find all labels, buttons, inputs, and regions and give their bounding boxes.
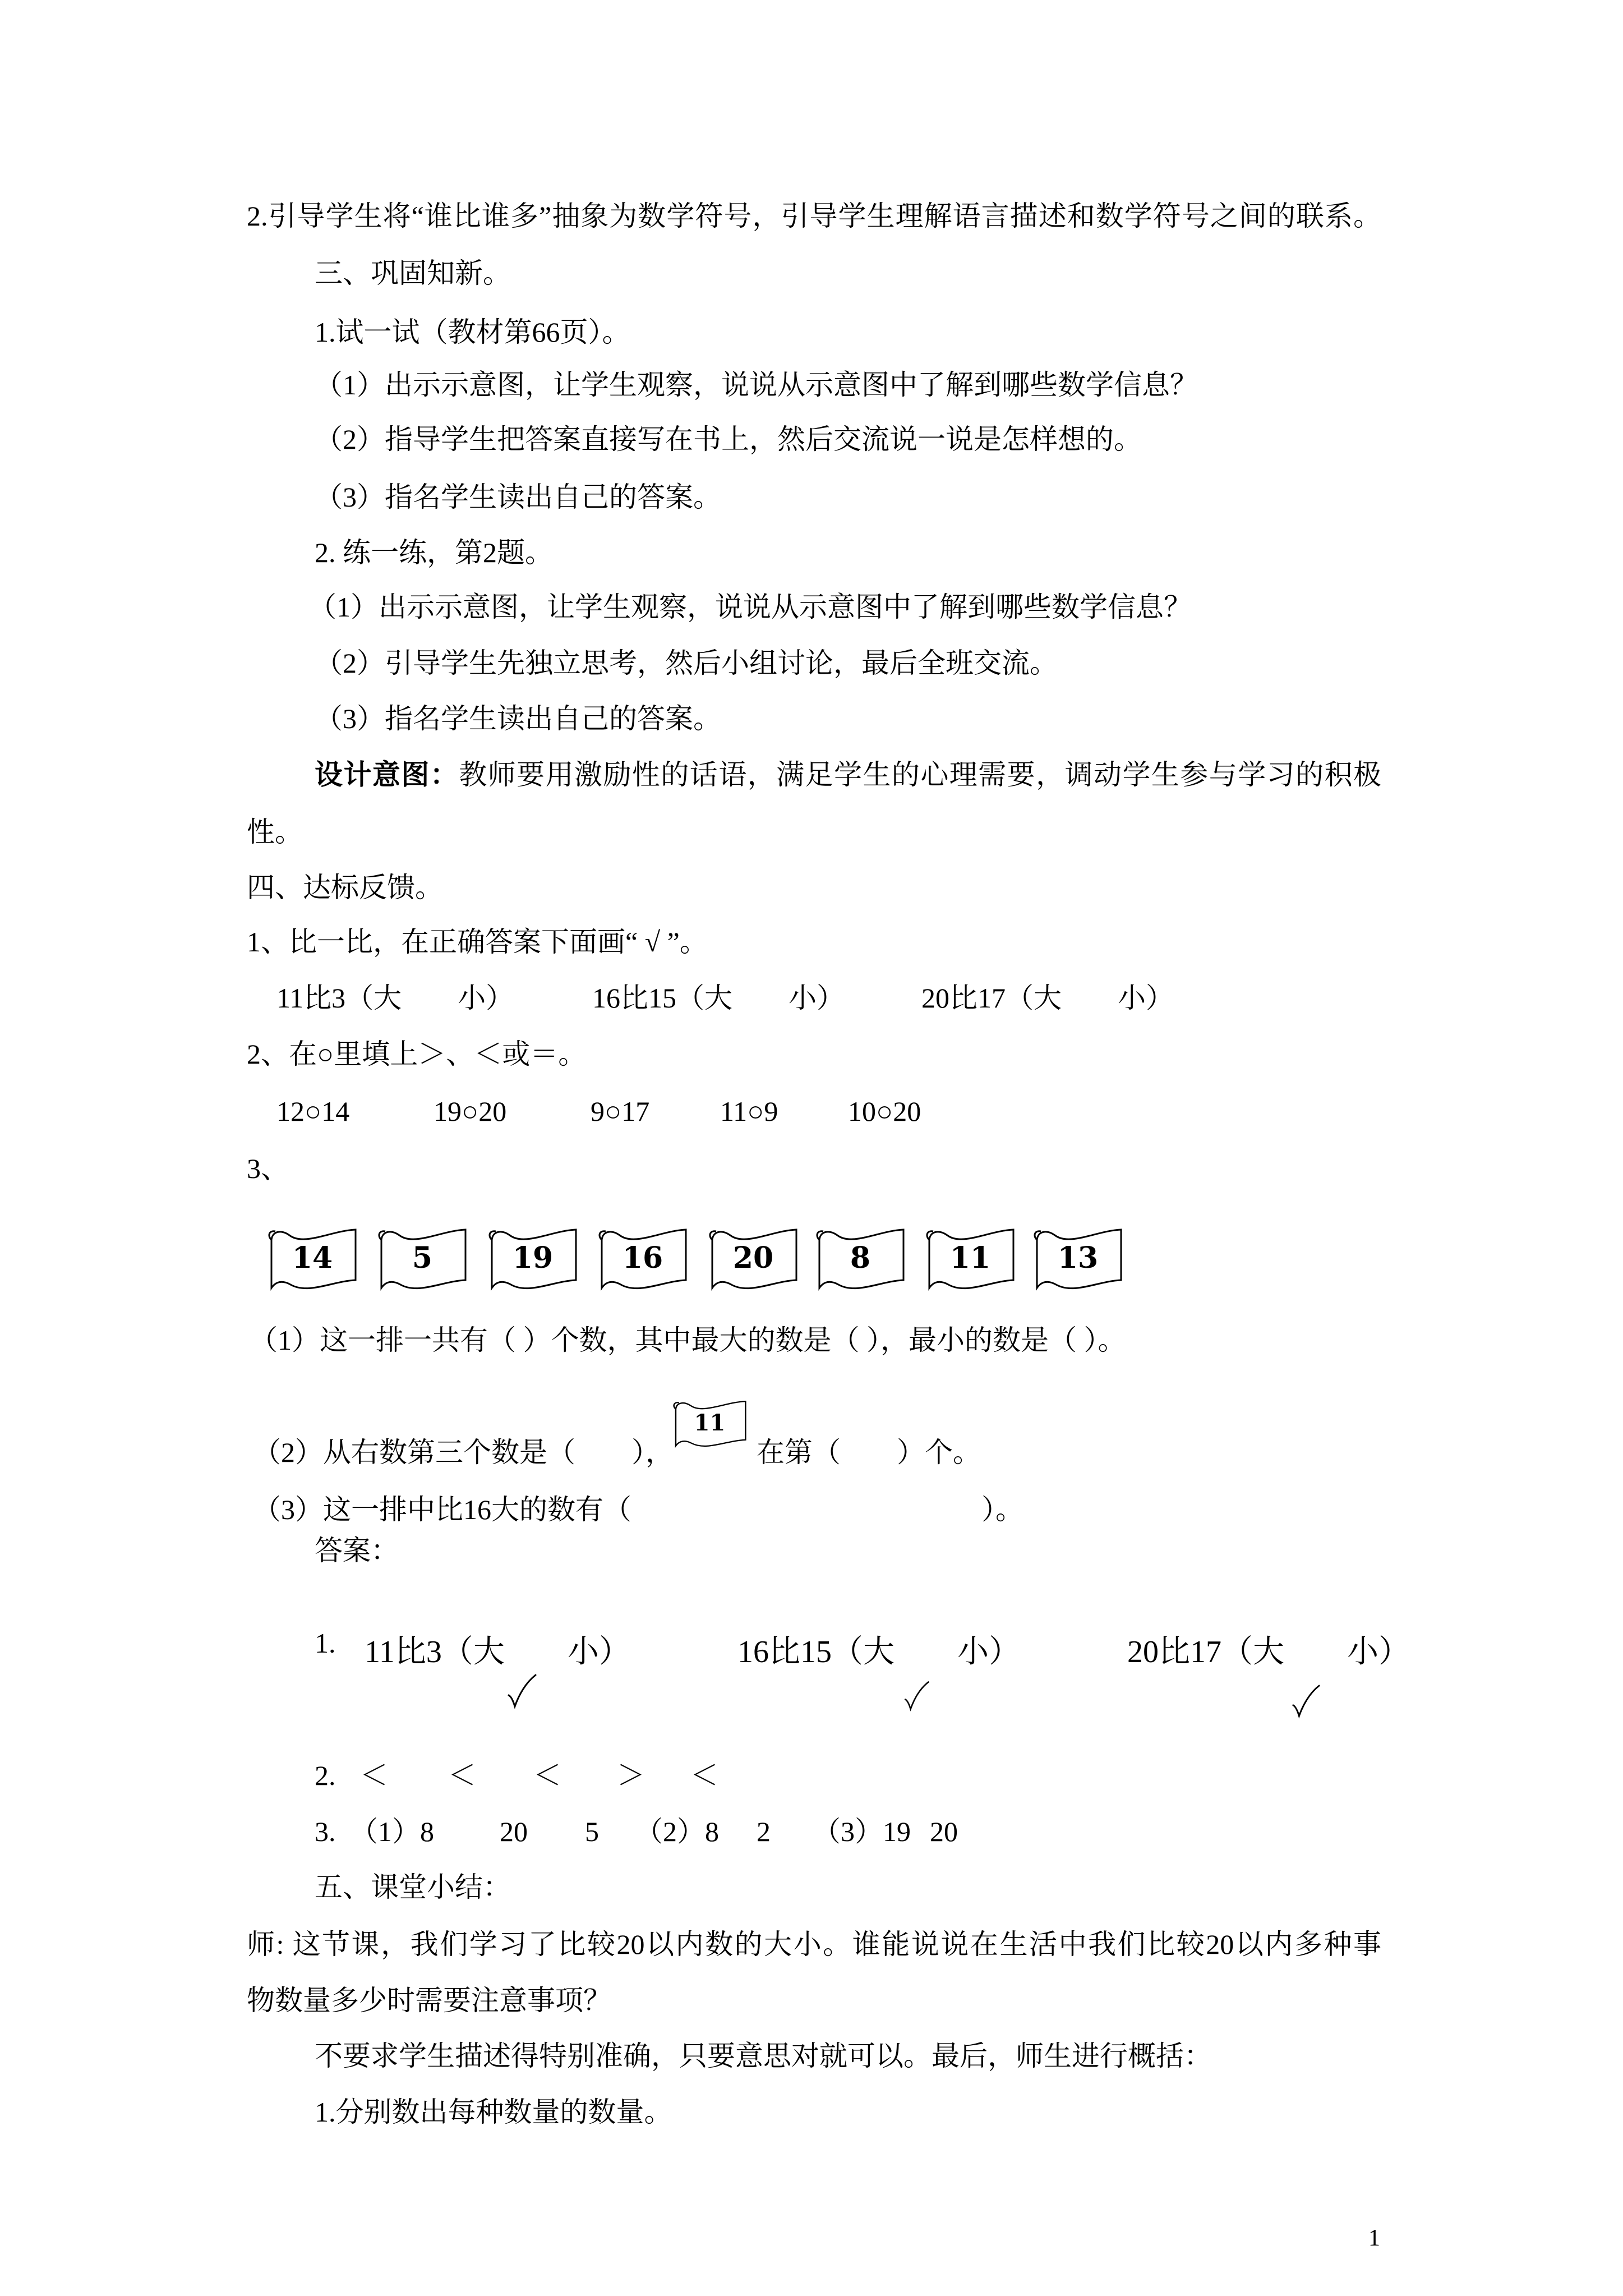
practice-step: （1）出示示意图，让学生观察，说说从示意图中了解到哪些数学信息？: [308, 591, 1192, 623]
answer1-item: 11比3（大 小）: [365, 1635, 630, 1669]
answer1-items: [0, 1634, 1623, 1670]
q3-sub2: [0, 1435, 1623, 1469]
flag-number: 11: [694, 1410, 726, 1436]
q2-item: 9○17: [591, 1096, 650, 1127]
number-flag: [923, 1223, 1018, 1294]
q2-prompt: 2、在○里填上＞、＜或＝。: [247, 1038, 587, 1070]
flag-number: 13: [1057, 1241, 1099, 1275]
answer3-part: 20: [930, 1816, 958, 1847]
q3-label: 3、: [247, 1153, 289, 1184]
practice-step: （3）指名学生读出自己的答案。: [315, 703, 721, 734]
q2-item: 12○14: [276, 1096, 350, 1127]
answer3-number: 3.: [315, 1816, 336, 1847]
checkmark-icon: [505, 1673, 538, 1709]
q1-item: 16比15（大 小）: [592, 982, 845, 1014]
section4-heading: 四、达标反馈。: [247, 872, 443, 903]
q3-sub3-before: （3）这一排中比16大的数有（: [253, 1494, 631, 1525]
q2-item: 10○20: [848, 1096, 921, 1127]
summary-point: 1.分别数出每种数量的数量。: [315, 2096, 672, 2128]
answer3-part: （2）8: [635, 1816, 719, 1847]
q1-item: 20比17（大 小）: [921, 982, 1174, 1014]
number-flag: [813, 1223, 908, 1294]
practice-title: 2. 练一练，第2题。: [315, 537, 553, 568]
number-flag: [1030, 1223, 1126, 1294]
answer2-symbol: ＜: [533, 1760, 561, 1791]
answer2-symbol: ＜: [690, 1760, 718, 1791]
answer3-part: 20: [500, 1816, 528, 1847]
summary-note: 不要求学生描述得特别准确，只要意思对就可以。最后，师生进行概括：: [315, 2040, 1212, 2072]
try-it-step: （2）指导学生把答案直接写在书上，然后交流说一说是怎样想的。: [315, 424, 1142, 455]
q2-item: 19○20: [434, 1096, 507, 1127]
design-intent-text: 教师要用激励性的话语，满足学生的心理需要，调动学生参与学习的积极: [459, 759, 1381, 790]
flag-number: 14: [292, 1241, 333, 1275]
flag-number: 8: [850, 1241, 871, 1275]
section3-heading: 三、巩固知新。: [315, 257, 511, 289]
design-intent-label: 设计意图：: [315, 759, 459, 790]
flag-number: 19: [512, 1241, 554, 1275]
answer1-item: 20比17（大 小）: [1127, 1635, 1410, 1669]
guide-line: 2.引导学生将“谁比谁多”抽象为数学符号，引导学生理解语言描述和数学符号之间的联系。: [247, 200, 1381, 232]
checkmark-icon: [902, 1680, 930, 1711]
flag-number: 20: [732, 1241, 774, 1275]
q3-sub1: （1）这一排一共有（ ）个数，其中最大的数是（ ），最小的数是（ ）。: [250, 1324, 1126, 1356]
answer2-symbol: ＞: [617, 1760, 645, 1791]
answers-label: 答案：: [315, 1535, 399, 1566]
try-it-title: 1.试一试（教材第66页）。: [315, 316, 630, 348]
q3-sub2-after: 在第（ ）个。: [757, 1437, 981, 1468]
q2-items: [0, 1094, 1623, 1128]
answer1-item: 16比15（大 小）: [737, 1635, 1020, 1669]
teacher-line: 师: 这节课，我们学习了比较20以内数的大小。谁能说说在生活中我们比较20以内多种事: [247, 1929, 1381, 1960]
number-flag: [706, 1223, 801, 1294]
number-flag: [375, 1223, 470, 1294]
q1-items: [0, 981, 1623, 1015]
answer2-symbol: ＜: [360, 1760, 388, 1791]
practice-step: （2）引导学生先独立思考，然后小组讨论，最后全班交流。: [315, 647, 1058, 679]
q1-item: 11比3（大 小）: [276, 982, 514, 1014]
number-flag-small: [670, 1396, 749, 1450]
number-flag: [595, 1223, 690, 1294]
q2-item: 11○9: [720, 1096, 778, 1127]
teacher-line-continuation: 物数量多少时需要注意事项？: [247, 1985, 611, 2016]
try-it-step: （3）指名学生读出自己的答案。: [315, 481, 721, 513]
number-flag: [265, 1223, 360, 1294]
q3-sub3-after: ）。: [981, 1494, 1023, 1525]
flag-number: 5: [412, 1241, 433, 1275]
q3-sub2-before: （2）从右数第三个数是（ ），: [253, 1437, 674, 1468]
answer2-number: 2.: [315, 1760, 336, 1791]
answer2: [0, 1759, 1623, 1792]
q1-prompt: 1、比一比，在正确答案下面画“ √ ”。: [247, 926, 708, 958]
answer2-symbol: ＜: [448, 1760, 476, 1791]
flag-number: 11: [949, 1241, 991, 1275]
design-intent: [315, 758, 1381, 792]
answer3: [0, 1815, 1623, 1848]
answer3-part: 2: [757, 1816, 771, 1847]
try-it-step: （1）出示示意图，让学生观察，说说从示意图中了解到哪些数学信息？: [315, 369, 1198, 401]
checkmark-icon: [1290, 1683, 1321, 1719]
q3-sub3: [0, 1493, 1623, 1526]
section5-heading: 五、课堂小结：: [315, 1871, 511, 1903]
answer1-number: 1.: [315, 1627, 336, 1659]
answer3-part: 5: [585, 1816, 599, 1847]
answer3-part: （1）8: [350, 1816, 434, 1847]
answer3-part: （3）19: [813, 1816, 911, 1847]
page-number: 1: [1368, 2225, 1380, 2251]
design-intent-continuation: 性。: [247, 816, 303, 848]
flag-number: 16: [622, 1241, 663, 1275]
number-flag: [485, 1223, 580, 1294]
